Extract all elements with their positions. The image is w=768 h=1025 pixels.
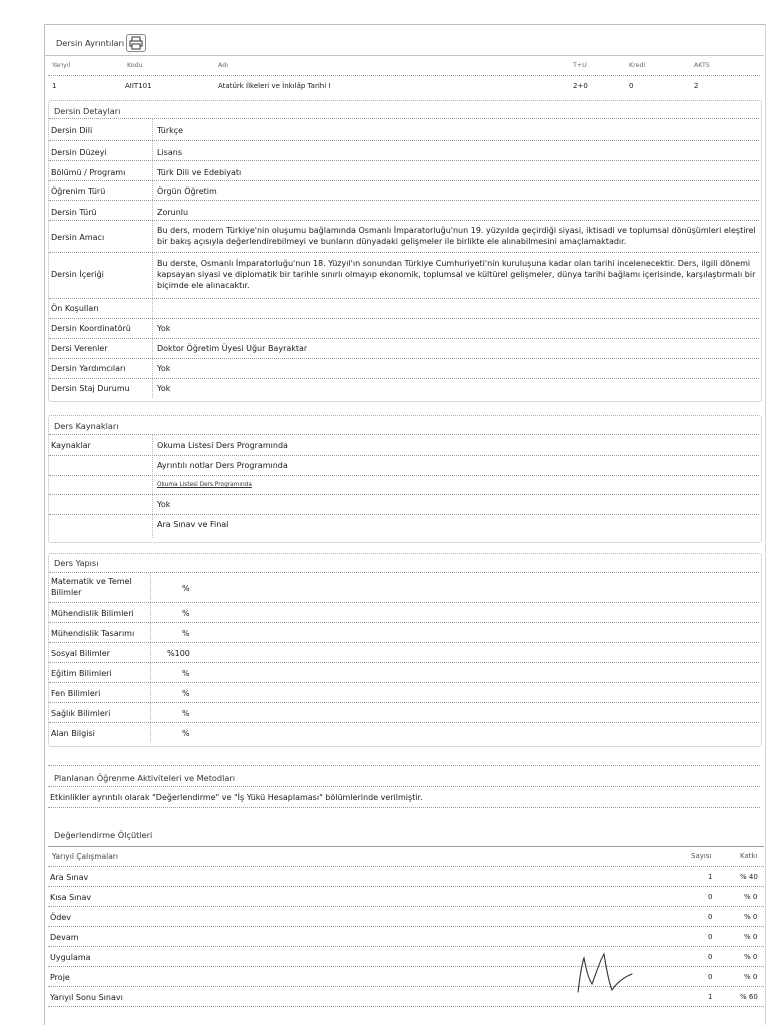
resource-item: Okuma Listesi Ders Programında <box>157 441 288 450</box>
row-divider <box>48 966 764 967</box>
evaluation-title: Değerlendirme Ölçütleri <box>54 830 153 840</box>
detail-label: Dersin Türü <box>51 208 97 217</box>
col-code-header: Kodu <box>127 62 143 69</box>
evaluation-item-name: Kısa Sınav <box>50 893 92 902</box>
resource-item: Ayrıntılı notlar Ders Programında <box>157 461 288 470</box>
detail-value: Yok <box>157 384 171 393</box>
detail-value: Zorunlu <box>157 208 189 217</box>
detail-value: Türk Dili ve Edebiyatı <box>157 168 242 177</box>
structure-value: %100 <box>167 649 190 658</box>
row-divider <box>48 926 764 927</box>
title-divider <box>44 55 764 56</box>
structure-value: % <box>182 669 190 678</box>
row-divider <box>49 338 759 339</box>
detail-value: Doktor Öğretim Üyesi Uğur Bayraktar <box>157 344 308 353</box>
resources-title: Ders Kaynakları <box>54 421 119 431</box>
evaluation-item-share: % 0 <box>744 913 758 921</box>
print-button[interactable] <box>126 34 146 52</box>
detail-label: Dersin Koordinatörü <box>51 324 131 333</box>
row-divider <box>48 886 764 887</box>
structure-label: Sağlık Bilimleri <box>51 709 111 718</box>
course-credit: 0 <box>629 82 634 90</box>
evaluation-item-count: 0 <box>708 893 713 901</box>
structure-section <box>48 553 762 747</box>
row-divider <box>48 946 764 947</box>
detail-value: Türkçe <box>157 126 184 135</box>
structure-title: Ders Yapısı <box>54 558 99 568</box>
row-divider <box>49 514 759 515</box>
structure-value: % <box>182 709 190 718</box>
resource-item: Ara Sınav ve Final <box>157 520 229 529</box>
row-divider <box>49 220 759 221</box>
reading-list-link[interactable]: Okuma Listesi Ders Programında <box>157 482 252 488</box>
row-divider <box>49 602 759 603</box>
detail-label: Ön Koşulları <box>51 304 99 313</box>
row-divider <box>49 140 759 141</box>
detail-label: Dersin Amacı <box>51 233 105 242</box>
row-divider <box>49 475 759 476</box>
evaluation-col-name: Yarıyıl Çalışmaları <box>52 852 118 861</box>
row-divider <box>49 722 759 723</box>
handwritten-signature <box>572 948 642 998</box>
detail-value: Yok <box>157 324 171 333</box>
evaluation-item-name: Ödev <box>50 913 72 922</box>
evaluation-col-share: Katkı <box>740 852 758 860</box>
structure-label: Matematik ve Temel Bilimler <box>51 577 132 597</box>
row-divider <box>48 807 760 808</box>
detail-value: Lisans <box>157 148 182 157</box>
printer-icon <box>127 35 145 51</box>
row-divider <box>49 358 759 359</box>
structure-label: Mühendislik Bilimleri <box>51 609 134 618</box>
details-title: Dersin Detayları <box>54 106 121 116</box>
row-divider <box>48 1006 764 1007</box>
structure-value: % <box>182 609 190 618</box>
col-ects-header: AKTS <box>694 62 710 69</box>
col-tu-header: T+U <box>573 62 587 69</box>
resources-label: Kaynaklar <box>51 441 91 450</box>
row-divider <box>49 494 759 495</box>
col-semester-header: Yarıyıl <box>52 62 71 69</box>
structure-value: % <box>182 629 190 638</box>
course-name: Atatürk İlkeleri ve İnkılâp Tarihi I <box>218 82 331 90</box>
row-divider <box>49 642 759 643</box>
evaluation-col-count: Sayısı <box>691 852 712 860</box>
detail-label: Dersin Yardımcıları <box>51 364 126 373</box>
row-divider <box>48 986 764 987</box>
row-divider <box>49 682 759 683</box>
row-divider <box>49 662 759 663</box>
evaluation-item-count: 0 <box>708 953 713 961</box>
detail-value: Bu derste, Osmanlı İmparatorluğu'nun 18. Yüzyıl'ın sonundan Türkiye Cumhuriyeti'nin kuruluşuna kadar olan tarihi incelenecektir. Ders, ilgili dönemi kapsayan siyasi ve diplomatik bir tarihle sınırlı olmayıp ekonomik, toplumsal ve kültürel gelişmeler, dünya tarihi bağlamı içerisinde, karşılaştırmalı bir biçimde ele alınacaktır. <box>157 259 756 290</box>
detail-label: Dersin Dili <box>51 126 93 135</box>
detail-value: Bu ders, modern Türkiye'nin oluşumu bağlamında Osmanlı İmparatorluğu'nun 19. yüzyılda geçirdiği siyasi, iktisadi ve toplumsal dönüşümleri eleştirel bir bakış açısıyla değerlendirebilmeyi ve bunların dünyadaki gelişmeler ile birlikte ele alınabilmesini amaçlamaktadır. <box>157 226 756 246</box>
row-divider <box>49 622 759 623</box>
detail-label: Dersin Staj Durumu <box>51 384 130 393</box>
planned-title: Planlanan Öğrenme Aktiviteleri ve Metodları <box>54 773 236 783</box>
row-divider <box>49 434 759 435</box>
row-divider <box>48 786 760 787</box>
row-divider <box>49 252 759 253</box>
structure-label: Sosyal Bilimler <box>51 649 110 658</box>
col-credit-header: Kredi <box>629 62 646 69</box>
evaluation-item-count: 0 <box>708 913 713 921</box>
resources-column-divider <box>152 434 153 538</box>
resource-item: Yok <box>157 500 171 509</box>
detail-label: Öğrenim Türü <box>51 187 106 196</box>
row-divider <box>49 118 759 119</box>
course-semester: 1 <box>52 82 57 90</box>
row-divider <box>48 906 764 907</box>
row-divider <box>49 378 759 379</box>
evaluation-item-name: Devam <box>50 933 79 942</box>
evaluation-item-share: % 0 <box>744 893 758 901</box>
course-details-title: Dersin Ayrıntıları <box>56 38 125 48</box>
row-divider <box>49 298 759 299</box>
structure-label: Alan Bilgisi <box>51 729 95 738</box>
header-divider <box>48 75 760 76</box>
evaluation-item-name: Uygulama <box>50 953 91 962</box>
planned-text: Etkinlikler ayrıntılı olarak "Değerlendirme" ve "İş Yükü Hesaplaması" bölümlerinde verilmiştir. <box>50 793 423 802</box>
evaluation-item-count: 1 <box>708 873 713 881</box>
detail-value: Örgün Öğretim <box>157 187 217 196</box>
structure-label: Eğitim Bilimleri <box>51 669 112 678</box>
details-section <box>48 100 762 402</box>
evaluation-item-name: Yarıyıl Sonu Sınavı <box>50 993 123 1002</box>
structure-column-divider <box>150 572 151 742</box>
detail-label: Dersin Düzeyi <box>51 148 107 157</box>
evaluation-item-count: 0 <box>708 973 713 981</box>
course-ects: 2 <box>694 82 699 90</box>
evaluation-item-share: % 60 <box>740 993 758 1001</box>
evaluation-header-top <box>48 846 764 847</box>
detail-value: Yok <box>157 364 171 373</box>
structure-value: % <box>182 729 190 738</box>
evaluation-item-name: Ara Sınav <box>50 873 89 882</box>
detail-label: Dersin İçeriği <box>51 270 104 279</box>
structure-label: Fen Bilimleri <box>51 689 101 698</box>
detail-label: Bölümü / Programı <box>51 168 126 177</box>
structure-value: % <box>182 689 190 698</box>
evaluation-item-name: Proje <box>50 973 70 982</box>
row-divider <box>48 866 764 867</box>
col-name-header: Adı <box>218 62 228 69</box>
row-divider <box>49 702 759 703</box>
evaluation-item-share: % 0 <box>744 933 758 941</box>
structure-value: % <box>182 584 190 593</box>
evaluation-item-share: % 0 <box>744 973 758 981</box>
evaluation-item-share: % 40 <box>740 873 758 881</box>
row-divider <box>49 160 759 161</box>
row-divider <box>49 318 759 319</box>
row-divider <box>49 180 759 181</box>
structure-label: Mühendislik Tasarımı <box>51 629 135 638</box>
course-tu: 2+0 <box>573 82 588 90</box>
evaluation-item-count: 1 <box>708 993 713 1001</box>
course-code: AIIT101 <box>125 82 152 90</box>
detail-label: Dersi Verenler <box>51 344 108 353</box>
section-divider <box>48 765 760 766</box>
evaluation-item-share: % 0 <box>744 953 758 961</box>
row-divider <box>49 200 759 201</box>
evaluation-item-count: 0 <box>708 933 713 941</box>
row-divider <box>49 572 759 573</box>
row-divider <box>49 455 759 456</box>
